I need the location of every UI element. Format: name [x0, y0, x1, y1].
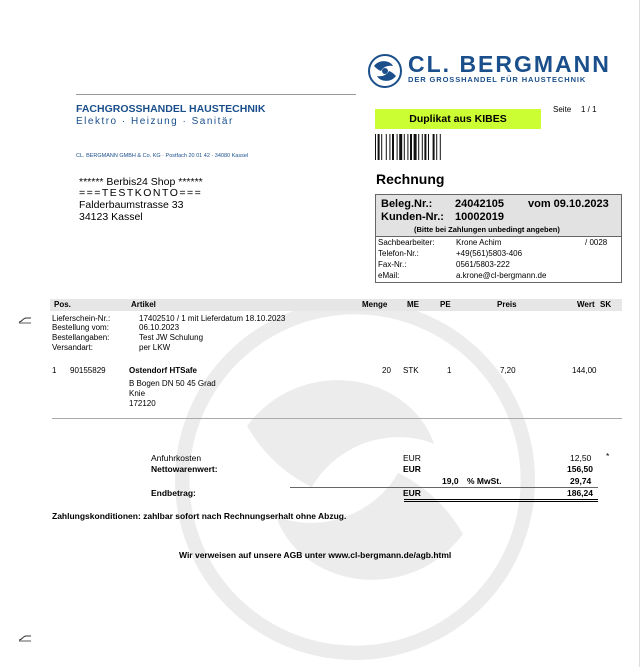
- order-date-value: 06.10.2023: [139, 323, 180, 332]
- clerk-label: Sachbearbeiter:: [378, 238, 435, 247]
- shipping-value: per LKW: [139, 343, 171, 352]
- col-pos: Pos.: [54, 300, 71, 309]
- vat-label: % MwSt.: [467, 476, 502, 486]
- company-title: FACHGROSSHANDEL HAUSTECHNIK: [76, 103, 266, 115]
- phone-label: Telefon-Nr.:: [378, 249, 419, 258]
- fold-mark-icon: [18, 634, 32, 642]
- sender-line: CL. BERGMANN GMBH & Co. KG · Postfach 20 01 42 · 34080 Kassel: [76, 153, 249, 159]
- company-subtitle: Elektro · Heizung · Sanitär: [76, 116, 234, 127]
- page-label: Seite: [553, 105, 572, 114]
- contact-box: [375, 237, 622, 283]
- clerk-name: Krone Achim: [456, 238, 502, 247]
- fax-label: Fax-Nr.:: [378, 260, 407, 269]
- item-pos: 1: [52, 366, 57, 375]
- order-ref-value: Test JW Schulung: [139, 333, 204, 342]
- total-value: 186,24: [567, 488, 593, 498]
- item-value: 144,00: [572, 366, 597, 375]
- clerk-extension: / 0028: [585, 238, 608, 247]
- net-value: 156,50: [567, 464, 593, 474]
- bergmann-logo-icon: [368, 54, 402, 88]
- recipient-line-2: ===TESTKONTO===: [79, 187, 203, 199]
- total-currency: EUR: [403, 488, 421, 498]
- net-value-label: Nettowarenwert:: [151, 464, 218, 474]
- payment-terms: Zahlungskonditionen: zahlbar sofort nach Rechnungserhalt ohne Abzug.: [52, 511, 347, 521]
- item-desc-3: 172120: [129, 399, 156, 408]
- email-label: eMail:: [378, 271, 400, 280]
- beleg-date: vom 09.10.2023: [528, 198, 609, 210]
- fax-value: 0561/5803-222: [456, 260, 510, 269]
- payment-reference-note: (Bitte bei Zahlungen unbedingt angeben): [414, 225, 560, 234]
- beleg-label: Beleg.Nr.:: [381, 198, 433, 210]
- order-date-label: Bestellung vom:: [52, 323, 109, 332]
- fold-mark-icon: [18, 316, 32, 324]
- table-divider: [52, 418, 622, 419]
- col-wert: Wert: [577, 300, 595, 309]
- item-name: Ostendorf HTSafe: [129, 366, 198, 375]
- agb-notice: Wir verweisen auf unsere AGB unter www.cl-bergmann.de/agb.html: [179, 550, 452, 560]
- shipping-cost-label: Anfuhrkosten: [151, 453, 202, 463]
- shipping-label: Versandart:: [52, 343, 93, 352]
- recipient-line-1: ****** Berbis24 Shop ******: [79, 176, 203, 188]
- vat-value: 29,74: [570, 476, 592, 486]
- barcode-icon: [375, 134, 475, 160]
- kunden-label: Kunden-Nr.:: [381, 211, 444, 223]
- total-underline-2: [404, 501, 598, 502]
- recipient-line-4: 34123 Kassel: [79, 211, 143, 223]
- document-info-box: [375, 194, 622, 237]
- item-unit: STK: [403, 366, 419, 375]
- delivery-note-value: 17402510 / 1 mit Lieferdatum 18.10.2023: [139, 314, 286, 323]
- beleg-number: 24042105: [455, 198, 504, 210]
- shipping-cost-value: 12,50: [570, 453, 592, 463]
- net-value-currency: EUR: [403, 464, 421, 474]
- logo-name: CL. BERGMANN: [408, 51, 611, 77]
- col-sk: SK: [600, 300, 612, 309]
- header-rule: [76, 94, 356, 95]
- order-ref-label: Bestellangaben:: [52, 333, 110, 342]
- duplikat-badge: Duplikat aus KIBES: [375, 109, 541, 129]
- table-header: [50, 299, 622, 311]
- document-title: Rechnung: [376, 171, 445, 187]
- kunden-number: 10002019: [455, 211, 504, 223]
- item-pe: 1: [447, 366, 452, 375]
- recipient-line-3: Falderbaumstrasse 33: [79, 199, 184, 211]
- col-me: ME: [407, 300, 419, 309]
- phone-value: +49(561)5803-406: [456, 249, 523, 258]
- logo-tagline: DER GROSSHANDEL FÜR HAUSTECHNIK: [408, 75, 587, 84]
- delivery-note-label: Lieferschein-Nr.:: [52, 314, 111, 323]
- item-desc-2: Knie: [129, 389, 146, 398]
- item-article-number: 90155829: [70, 366, 106, 375]
- shipping-cost-currency: EUR: [403, 453, 421, 463]
- col-preis: Preis: [497, 300, 517, 309]
- item-price: 7,20: [500, 366, 516, 375]
- total-underline: [404, 499, 598, 500]
- total-label: Endbetrag:: [151, 488, 196, 498]
- col-menge: Menge: [362, 300, 388, 309]
- col-artikel: Artikel: [131, 300, 156, 309]
- col-pe: PE: [440, 300, 451, 309]
- item-desc-1: B Bogen DN 50 45 Grad: [129, 379, 216, 388]
- item-quantity: 20: [382, 366, 391, 375]
- page-number: 1 / 1: [581, 105, 597, 114]
- vat-rate: 19,0: [442, 476, 459, 486]
- totals-rule: [290, 487, 598, 488]
- email-value: a.krone@cl-bergmann.de: [456, 271, 547, 280]
- shipping-cost-mark: *: [606, 451, 610, 461]
